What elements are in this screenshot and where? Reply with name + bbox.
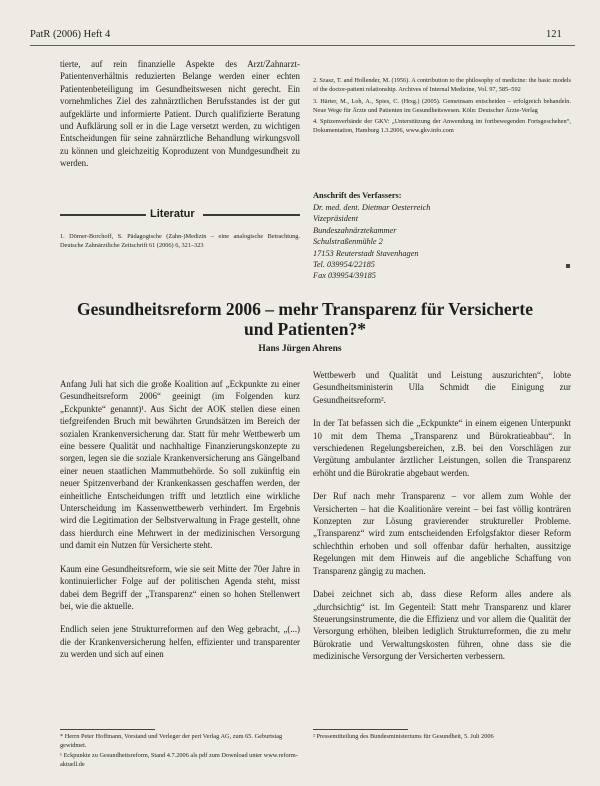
footnote: ² Pressemitteilung des Bundesministeriums für Gesundheit, 5. Juli 2006 (313, 733, 494, 740)
literatur-rule-left (60, 214, 146, 216)
header-rule (30, 45, 575, 46)
footnote: ¹ Eckpunkte zu Gesundheitsreform, Stand 4.7.2006 als pdf zum Download unter www.reform-aktuell.de (60, 752, 298, 768)
address-line: Tel. 039954/22185 (313, 260, 375, 270)
reference-item: 1. Dörner-Borchoff, S. Pädagogische (Zahn-)Medizin – eine analogische Betrachtung. Deutsche Zahnärztliche Zeitschrift 61 (2006) 6, 321–323 (60, 233, 300, 250)
reference-item: 4. Spitzenverbände der GKV: „Unterstützung der Anwendung im fortbewegenden Fortsgeschehen“, Dokumentation, Hamburg 1.3.2006, www.gkv.info.com (313, 118, 571, 135)
address-line: Dr. med. dent. Dietmar Oesterreich (313, 203, 431, 212)
article-body-right (313, 369, 571, 674)
previous-article-paragraph: tierte, auf rein finanzielle Aspekte des Arzt/Zahnarzt-Patientenverhältnis reduzierten Belange werden einer echten Patientenbeteiligung im Gesundheitswesen nicht gerecht. Ein vornehmliches Ziel des zahnärztlichen Berufsstandes ist der gut aufgeklärte und informierte Patient. Durch qualifizierte Beratung und Aufklärung soll er in die Lage versetzt werden, zu wichtigen Entscheidungen für seine zahnärztliche Behandlung wirkungsvoll zu können und gleichzeitig Koproduzent von Mundgesundheit zu werden. (60, 59, 300, 169)
address-line: 17153 Reuterstadt Stavenhagen (313, 248, 419, 258)
article-title-line-2: und Patienten?* (243, 319, 367, 339)
body-paragraph: Dabei zeichnet sich ab, dass diese Reform alles andere als „durchsichtig“ ist. Im Gegenteil: Statt mehr Transparenz und klarer Steuerungsinstrumente, die die Effizienz und vor allem die Qualität der Versorgung erhöhen, bleiben lediglich Strukturreformen, die zu mehr Bürokratie und Verwaltungskosten führen, ohne dass sie die medizinische Versorgung der Versicherten verbessern. (313, 589, 571, 662)
literatur-heading: Literatur (150, 208, 195, 220)
footnote: * Herrn Peter Hoffmann, Vorstand und Verleger der peri Verlag AG, zum 65. Geburtstag gewidmet. (60, 733, 283, 749)
reference-list-right (313, 76, 571, 138)
footnote-rule-left (60, 729, 155, 730)
article-title-line-1: Gesundheitsreform 2006 – mehr Transparenz für Versicherte (77, 299, 533, 319)
end-mark (566, 264, 570, 268)
address-line: Fax 039954/39185 (313, 271, 376, 281)
footnote-rule-right (313, 729, 408, 730)
body-paragraph: Wettbewerb und Qualität und Leistung auszurichten“, lobte Gesundheitsministerin Ulla Schmidt die Einigung zur Gesundheitsreform². (313, 370, 571, 405)
footnotes-right (313, 733, 571, 744)
page-number: 121 (546, 29, 562, 40)
address-line: Schulstraßenmühle 2 (313, 237, 383, 247)
body-paragraph: Der Ruf nach mehr Transparenz – vor allem zum Wohle der Versicherten – hat die Koalitionäre vereint – bei fast völlig konträren Konzepten zur Lösung gravierender struktureller Probleme. „Transparenz“ wird zum entscheidenden Erfolgsfaktor dieser Reform schlechthin erhoben und soll offenbar dafür herhalten, aussitzige Regelungen mit dem Hinweis auf die angebliche Schaffung von Transparenz gängig zu machen. (313, 491, 571, 576)
article-body-left (60, 378, 300, 672)
reference-item: 2. Szasz, T. and Hollender, M. (1956). A contribution to the philosophy of medicine: the basic models of the doctor-patient relationship. Archives of Internal Medicine, Vol. 97, 585–592 (313, 77, 571, 94)
body-paragraph: Endlich seien jene Strukturreformen auf den Weg gebracht, „(...) die der Krankenversicherung helfen, effizienter und transparenter zu werden und sich auf einen (60, 624, 300, 660)
previous-article-text (60, 58, 300, 170)
running-header-journal: PatR (2006) Heft 4 (30, 29, 111, 40)
author-address (313, 202, 430, 282)
footnotes-left (60, 733, 300, 771)
address-line: Bundeszahnärztekammer (313, 225, 397, 235)
reference-item: 3. Härter, M., Loh, A., Spies, C. (Hrsg.) (2005). Gemeinsam entscheiden – erfolgreich behandeln. Neue Wege für Ärzte und Patienten im Gesundheitswesen. Köln: Deutscher Ärzte-Verlag (313, 97, 571, 114)
literatur-rule-right (203, 214, 300, 216)
author-address-heading: Anschrift des Verfassers: (313, 191, 402, 200)
body-paragraph: In der Tat befassen sich die „Eckpunkte“ in einem eigenen Unterpunkt 10 mit dem Thema „Transparenz und Bürokratieabbau“. In verschiedenen Regelungsbereichen, z.B. bei den Vorschlägen zur Vergütung ambulanter ärztlicher Leistungen, sollen die Transparenz erhöht und die Bürokratie abgebaut werden. (313, 418, 571, 478)
body-paragraph: Anfang Juli hat sich die große Koalition auf „Eckpunkte zu einer Gesundheitsreform 2006“ geeinigt (im Folgenden kurz „Eckpunkte“ genannt)¹. Aus Sicht der AOK stellen diese einen tiefgreifenden Bruch mit bewährten Grundsätzen im Bereich der sozialen Krankenversicherung dar. Statt für mehr Wettbewerb um eine bessere Qualität und nachhaltige Finanzierungskonzepte zu sorgen, legen sie die soziale Krankenversicherung ans Gängelband einer neuen staatlichen Mammutbehörde. So soll zukünftig ein neuer Spitzenverband der Krankenkassen geschaffen werden, der einheitliche Entscheidungen trifft und letztlich eine wirkliche Unterscheidung im Kassenwettbewerb verhindert. Im Ergebnis wird die Legitimation der Selbstverwaltung in Frage gestellt, ohne dass hierdurch eine Mehrwert in der medizinischen Versorgung und damit ein Nutzen für Versicherte steht. (60, 379, 300, 551)
address-line: Vizepräsident (313, 214, 359, 224)
reference-list-left (60, 232, 300, 253)
body-paragraph: Kaum eine Gesundheitsreform, wie sie seit Mitte der 70er Jahre in kontinuierlicher Folge auf der politischen Agenda steht, misst dabei dem Begriff der „Transparenz“ einen so hohen Stellenwert bei, wie die aktuelle. (60, 563, 300, 611)
article-author: Hans Jürgen Ahrens (258, 344, 342, 354)
article-title (60, 299, 550, 339)
